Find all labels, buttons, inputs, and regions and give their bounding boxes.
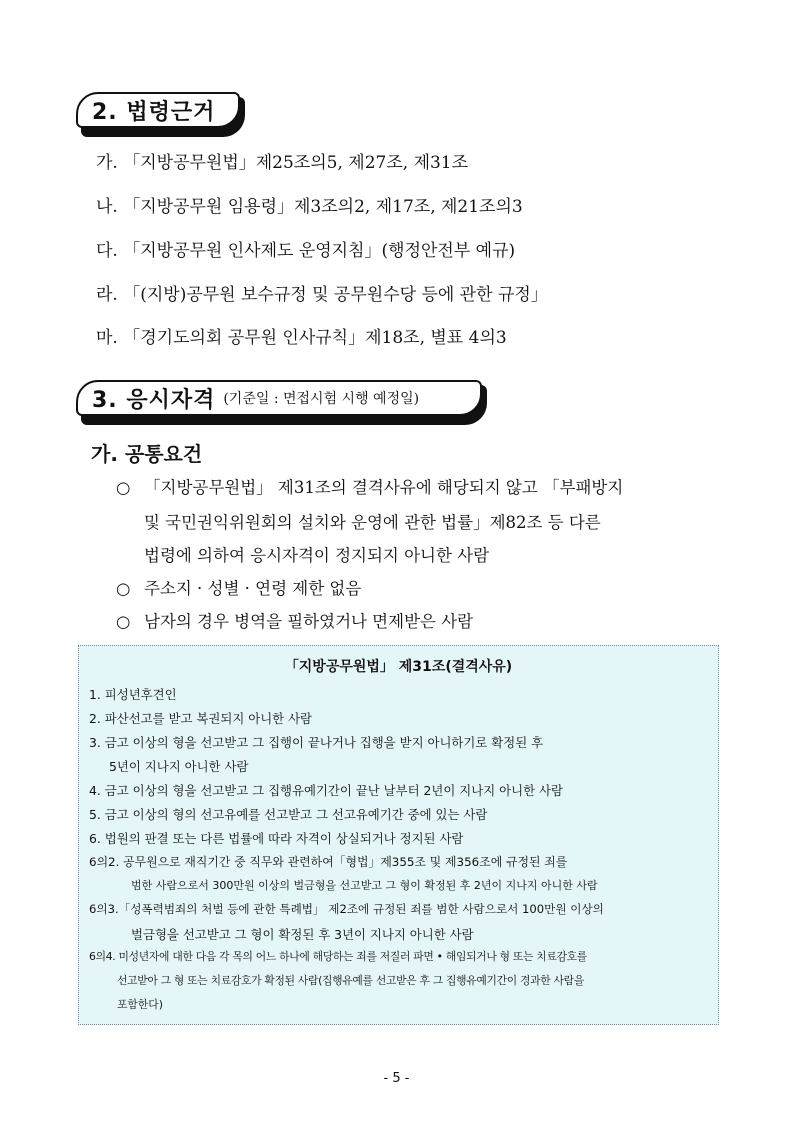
box-line: 2. 파산선고를 받고 복권되지 아니한 사람 (89, 711, 313, 726)
box-line: 3. 금고 이상의 형을 선고받고 그 집행이 끝나거나 집행을 받지 아니하기로 확정된 후 (89, 735, 544, 750)
circle-bullet-icon: ○ (116, 579, 131, 598)
bullet-continuation: 및 국민권익위원회의 설치와 운영에 관한 법률」제82조 등 다른 (144, 513, 601, 532)
box-line: 범한 사람으로서 300만원 이상의 벌금형을 선고받고 그 형이 확정된 후 2년이 지나지 아니한 사람 (131, 879, 598, 892)
section-3-heading (76, 380, 482, 420)
law-item: 다. 「지방공무원 인사제도 운영지침」(행정안전부 예규) (96, 241, 516, 261)
circle-bullet-icon: ○ (116, 478, 131, 497)
law-item: 라. 「(지방)공무원 보수규정 및 공무원수당 등에 관한 규정」 (96, 285, 548, 305)
section-2-title: 2. 법령근거 (92, 99, 216, 125)
box-line: 6의3.「성폭력범죄의 처벌 등에 관한 특례법」 제2조에 규정된 죄를 범한 사람으로서 100만원 이상의 (89, 902, 604, 916)
box-line: 6. 법원의 판결 또는 다른 법률에 따라 자격이 상실되거나 정지된 사람 (89, 831, 464, 846)
box-line: 벌금형을 선고받고 그 형이 확정된 후 3년이 지나지 아니한 사람 (131, 927, 474, 942)
bullet-item (116, 474, 623, 498)
box-line: 5년이 지나지 아니한 사람 (109, 759, 249, 774)
box-line: 선고받아 그 형 또는 치료감호가 확정된 사람(집행유예를 선고받은 후 그 집행유예기간이 경과한 사람을 (117, 974, 584, 987)
law-item: 나. 「지방공무원 임용령」제3조의2, 제17조, 제21조의3 (96, 197, 523, 217)
bullet-item (116, 575, 361, 599)
bullet-text: 주소지 · 성별 · 연령 제한 없음 (144, 579, 362, 598)
subsection-title: 가. 공통요건 (91, 442, 203, 466)
disqualification-box (78, 645, 719, 1025)
box-line: 포함한다) (117, 998, 163, 1011)
box-line: 1. 피성년후견인 (89, 687, 177, 702)
bullet-text: 「지방공무원법」 제31조의 결격사유에 해당되지 않고 「부패방지 (144, 478, 624, 497)
section-3-subtitle: (기준일 : 면접시험 시행 예정일) (223, 391, 420, 407)
section-2-heading (76, 92, 240, 132)
box-line: 5. 금고 이상의 형의 선고유예를 선고받고 그 선고유예기간 중에 있는 사람 (89, 807, 488, 822)
heading-box (76, 380, 482, 416)
law-item: 가. 「지방공무원법」제25조의5, 제27조, 제31조 (96, 153, 469, 173)
page-number: - 5 - (383, 1071, 410, 1086)
heading-box (76, 92, 240, 128)
bullet-text: 남자의 경우 병역을 필하였거나 면제받은 사람 (144, 612, 474, 631)
box-line: 4. 금고 이상의 형을 선고받고 그 집행유예기간이 끝난 날부터 2년이 지나지 아니한 사람 (89, 783, 563, 798)
section-3-title: 3. 응시자격 (92, 387, 216, 413)
box-line: 6의4. 미성년자에 대한 다음 각 목의 어느 하나에 해당하는 죄를 저질러 파면 • 해임되거나 형 또는 치료감호를 (89, 950, 587, 963)
box-line: 6의2. 공무원으로 재직기간 중 직무와 관련하여「형법」제355조 및 제356조에 규정된 죄를 (89, 855, 568, 869)
law-item: 마. 「경기도의회 공무원 인사규칙」제18조, 별표 4의3 (96, 328, 507, 348)
circle-bullet-icon: ○ (116, 612, 131, 631)
bullet-continuation: 법령에 의하여 응시자격이 정지되지 아니한 사람 (144, 546, 490, 565)
bullet-item (116, 608, 473, 632)
box-title: 「지방공무원법」 제31조(결격사유) (284, 659, 513, 675)
